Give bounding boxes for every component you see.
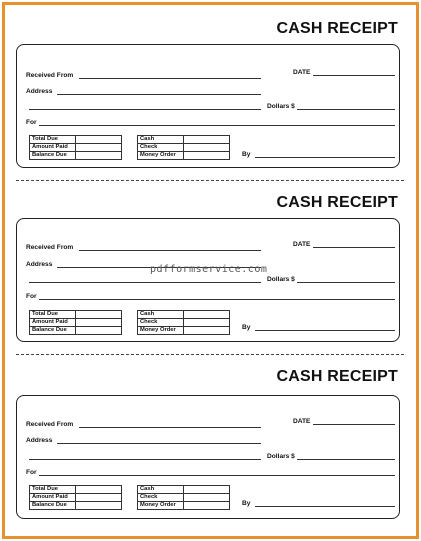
receipt-box (16, 395, 400, 519)
amount-row-label: Total Due (30, 136, 76, 144)
address-line-2-field[interactable] (29, 459, 261, 460)
amount-table (29, 485, 122, 510)
amount-row-value[interactable] (76, 136, 122, 144)
amount-table (29, 135, 122, 160)
for-label: For (26, 119, 37, 126)
receipt-title: CASH RECEIPT (276, 368, 398, 385)
payment-table (137, 485, 230, 510)
amount-row-label: Balance Due (30, 502, 76, 510)
for-field[interactable] (39, 299, 395, 300)
amount-row-value[interactable] (76, 152, 122, 160)
dollars-field[interactable] (297, 459, 395, 460)
date-label: DATE (293, 69, 311, 76)
payment-row-label: Cash (138, 486, 184, 494)
payment-row-value[interactable] (184, 319, 230, 327)
amount-row-label: Balance Due (30, 327, 76, 335)
address-label: Address (26, 437, 53, 444)
receipt-box (16, 44, 400, 168)
received-from-label: Received From (26, 72, 74, 79)
amount-row-label: Total Due (30, 311, 76, 319)
amount-row-value[interactable] (76, 327, 122, 335)
received-from-label: Received From (26, 421, 74, 428)
cut-line (16, 180, 404, 181)
address-label: Address (26, 88, 53, 95)
payment-row-value[interactable] (184, 144, 230, 152)
by-field[interactable] (255, 506, 395, 507)
payment-row-value[interactable] (184, 136, 230, 144)
for-label: For (26, 469, 37, 476)
amount-row-value[interactable] (76, 311, 122, 319)
received-from-field[interactable] (79, 250, 261, 251)
address-line-2-field[interactable] (29, 109, 261, 110)
cut-line (16, 354, 404, 355)
amount-row-value[interactable] (76, 494, 122, 502)
receipt-title: CASH RECEIPT (276, 194, 398, 211)
amount-table (29, 310, 122, 335)
date-label: DATE (293, 418, 311, 425)
payment-row-label: Cash (138, 136, 184, 144)
amount-row-value[interactable] (76, 486, 122, 494)
for-label: For (26, 293, 37, 300)
dollars-label: Dollars $ (267, 276, 295, 283)
amount-row-value[interactable] (76, 319, 122, 327)
dollars-label: Dollars $ (267, 453, 295, 460)
payment-row-label: Check (138, 319, 184, 327)
received-from-label: Received From (26, 244, 74, 251)
amount-row-value[interactable] (76, 502, 122, 510)
payment-row-value[interactable] (184, 327, 230, 335)
amount-row-value[interactable] (76, 144, 122, 152)
amount-row-label: Total Due (30, 486, 76, 494)
amount-row-label: Amount Paid (30, 494, 76, 502)
by-field[interactable] (255, 157, 395, 158)
payment-row-value[interactable] (184, 502, 230, 510)
date-field[interactable] (313, 247, 395, 248)
amount-row-label: Balance Due (30, 152, 76, 160)
payment-row-value[interactable] (184, 486, 230, 494)
receipt-title: CASH RECEIPT (276, 20, 398, 37)
for-field[interactable] (39, 475, 395, 476)
payment-row-value[interactable] (184, 152, 230, 160)
dollars-field[interactable] (297, 282, 395, 283)
payment-row-value[interactable] (184, 494, 230, 502)
by-label: By (242, 500, 251, 507)
amount-row-label: Amount Paid (30, 144, 76, 152)
payment-row-label: Check (138, 144, 184, 152)
address-field[interactable] (57, 443, 261, 444)
date-label: DATE (293, 241, 311, 248)
payment-table (137, 135, 230, 160)
dollars-label: Dollars $ (267, 103, 295, 110)
by-field[interactable] (255, 330, 395, 331)
by-label: By (242, 151, 251, 158)
dollars-field[interactable] (297, 109, 395, 110)
address-line-2-field[interactable] (29, 282, 261, 283)
receipt-box (16, 218, 400, 342)
received-from-field[interactable] (79, 427, 261, 428)
cash-receipt-3 (0, 362, 411, 532)
cash-receipt-1 (0, 14, 411, 184)
payment-row-label: Money Order (138, 502, 184, 510)
by-label: By (242, 324, 251, 331)
watermark-text: pdfformservice.com (150, 264, 268, 275)
address-field[interactable] (57, 94, 261, 95)
date-field[interactable] (313, 424, 395, 425)
amount-row-label: Amount Paid (30, 319, 76, 327)
received-from-field[interactable] (79, 78, 261, 79)
address-label: Address (26, 261, 53, 268)
for-field[interactable] (39, 125, 395, 126)
payment-row-label: Money Order (138, 152, 184, 160)
payment-row-label: Money Order (138, 327, 184, 335)
date-field[interactable] (313, 75, 395, 76)
payment-row-label: Cash (138, 311, 184, 319)
payment-row-label: Check (138, 494, 184, 502)
payment-row-value[interactable] (184, 311, 230, 319)
payment-table (137, 310, 230, 335)
